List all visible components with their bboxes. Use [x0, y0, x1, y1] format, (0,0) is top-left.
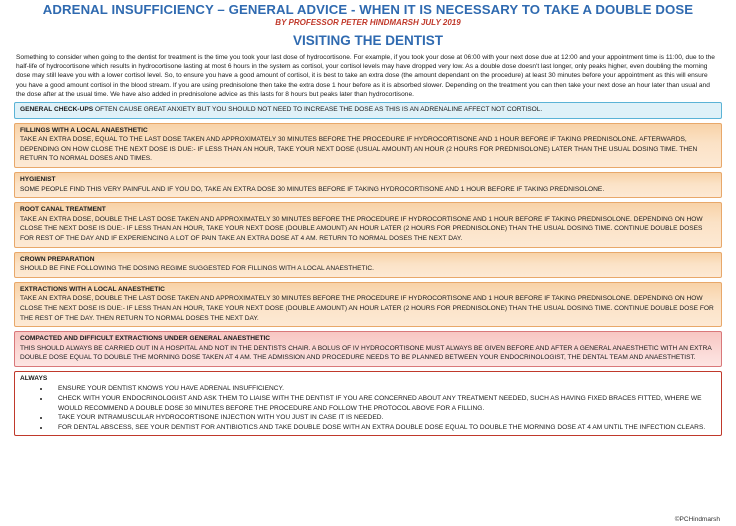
always-list: [20, 384, 716, 432]
intro-paragraph: Something to consider when going to the dentist for treatment is the time you took your last dose of hydrocortisone. For example, if you took your dose at 06:00 with your next dose due at 12:00 and your appointment time is 11:00, due to the half-life of hydrocortisone which results in hydrocortisone lasting at most 6 hours in the system as cortisol, your cortisol levels may have dropped very low. As a double dose doesn't last longer, only peaks higher, even doubling the morning dose may still leave you with a lower cortisol level. So, to ensure you have a good amount of cortisol, it is best to take an extra dose (the amount dependant on the procedure) at least 30 minutes before your appointment as this will ensure you have a good amount cortisol in the blood stream. If you are using prednisolone then take the extra dose 1 hour before as it is absorbed slower. Depending on the treatment you can then take your next dose an hour later than usual and the dose after at the usual time. We have also added in prednisolone advice as this lasts for 8 hours but peaks later than hydrocortisone.: [16, 54, 715, 98]
section-title: VISITING THE DENTIST: [292, 33, 443, 48]
always-heading: ALWAYS: [20, 374, 48, 382]
list-item: • ENSURE YOUR DENTIST KNOWS YOU HAVE ADRENAL INSUFFICIENCY.: [50, 384, 716, 394]
hygienist-box: [14, 172, 722, 198]
list-item: • FOR DENTAL ABSCESS, SEE YOUR DENTIST FOR ANTIBIOTICS AND TAKE DOUBLE DOSE WITH AN EXTRA DOUBLE DOSE EQUAL TO DOUBLE THE MORNING DOSE AT 4 AM UNTIL THE INFECTION CLEARS.: [50, 423, 716, 433]
compacted-text: THIS SHOULD ALWAYS BE CARRIED OUT IN A HOSPITAL AND NOT IN THE DENTISTS CHAIR. A BOLUS OF IV HYDROCORTISONE MUST ALWAYS BE GIVEN BEFORE AND AFTER A GENERAL ANAESTHETIC WITH AN EXTRA DOUBLE DOSE EQUAL TO DOUBLE THE MORNING DOSE TAKEN AT 4 AM. THE ADMISSION AND PROCEDURE NEEDS TO BE PLANNED BETWEEN YOUR ENDOCRINOLOGIST, THE DENTAL TEAM AND ANAESTHETIST.: [20, 344, 712, 362]
root-canal-text: TAKE AN EXTRA DOSE, DOUBLE THE LAST DOSE TAKEN AND APPROXIMATELY 30 MINUTES BEFORE THE PROCEDURE IF HYDROCORTISONE AND 1 HOUR BEFORE IF TAKING PREDNISOLONE. DEPENDING ON HOW CLOSE THE NEXT DOSE IS DUE:- IF LESS THAN AN HOUR, TAKE YOUR NEXT DOSE (DOUBLE AMOUNT) AN HOUR LATER (2 HOURS FOR PREDNISOLONE) THAN THE USUAL DOSING TIME. CONTINUE DOUBLE DOSES FOR REST OF THE DAY AND IF EXPERIENCING A LOT OF PAIN TAKE AN EXTRA DOSE AT 4 AM. RETURN TO NORMAL DOSES THE NEXT DAY.: [20, 215, 703, 242]
crown-text: SHOULD BE FINE FOLLOWING THE DOSING REGIME SUGGESTED FOR FILLINGS WITH A LOCAL ANAESTHETIC.: [20, 265, 374, 273]
general-checkups-box: [14, 102, 722, 119]
root-canal-heading: ROOT CANAL TREATMENT: [20, 206, 106, 214]
fillings-heading: FILLINGS WITH A LOCAL ANAESTHETIC: [20, 126, 148, 134]
always-box: [14, 371, 722, 437]
document-title: ADRENAL INSUFFICIENCY – GENERAL ADVICE - WHEN IT IS NECESSARY TO TAKE A DOUBLE DOSE: [42, 2, 694, 17]
copyright-credit: ©PCHindmarsh: [674, 516, 720, 523]
extractions-box: [14, 282, 722, 327]
hygienist-text: SOME PEOPLE FIND THIS VERY PAINFUL AND IF YOU DO, TAKE AN EXTRA DOSE 30 MINUTES BEFORE IF TAKING HYDROCORTISONE AND 1 HOUR BEFORE IF TAKING PREDNISOLONE.: [20, 185, 605, 193]
hygienist-heading: HYGIENIST: [20, 175, 56, 183]
crown-heading: CROWN PREPARATION: [20, 255, 95, 263]
compacted-heading: COMPACTED AND DIFFICULT EXTRACTIONS UNDER GENERAL ANAESTHETIC: [20, 335, 271, 343]
fillings-box: [14, 123, 722, 168]
author-byline: BY PROFESSOR PETER HINDMARSH JULY 2019: [275, 18, 461, 27]
extractions-text: TAKE AN EXTRA DOSE, DOUBLE THE LAST DOSE TAKEN AND APPROXIMATELY 30 MINUTES BEFORE THE PROCEDURE IF HYDROCORTISONE AND 1 HOUR BEFORE IF TAKING PREDNISOLONE. DEPENDING ON HOW CLOSE THE NEXT DOSE IS DUE:- IF LESS THAN AN HOUR, TAKE YOUR NEXT DOSE (DOUBLE AMOUNT) AN HOUR LATER (2 HOURS FOR PREDNISOLONE) THAN THE USUAL DOSING TIME. CONTINUE DOUBLE DOSE FOR THE REST OF THE DAY. THEN RETURN TO NORMAL DOSES THE NEXT DAY.: [20, 295, 714, 322]
list-item: • CHECK WITH YOUR ENDOCRINOLOGIST AND ASK THEM TO LIAISE WITH THE DENTIST IF YOU ARE CONCERNED ABOUT ANY TREATMENT NEEDED, SUCH AS HAVING FIXED BRACES FITTED, WHERE WE WOULD RECOMMEND A DOUBLE DOSE 30 MINUTES BEFORE THE PROCEDURE AND FOLLOW THE PROTOCOL ABOVE FOR A FILLING.: [50, 394, 716, 413]
general-checkups-heading: GENERAL CHECK-UPS: [20, 106, 94, 114]
crown-box: [14, 252, 722, 278]
list-item: • TAKE YOUR INTRAMUSCULAR HYDROCORTISONE INJECTION WITH YOU JUST IN CASE IT IS NEEDED.: [50, 413, 716, 423]
fillings-text: TAKE AN EXTRA DOSE, EQUAL TO THE LAST DOSE TAKEN AND APPROXIMATELY 30 MINUTES BEFORE THE PROCEDURE IF HYDROCORTISONE AND 1 HOUR BEFORE IF TAKING PREDNISOLONE. AFTERWARDS, DEPENDING ON HOW CLOSE THE NEXT DOSE IS DUE:- IF LESS THAN AN HOUR, TAKE YOUR NEXT DOSE (USUAL AMOUNT) AN HOUR (2 HOURS FOR PREDNISOLONE) LATER THAN THE USUAL DOSING TIME. THEN RETURN TO NORMAL DOSES AND TIMES.: [20, 136, 698, 163]
extractions-heading: EXTRACTIONS WITH A LOCAL ANAESTHETIC: [20, 285, 165, 293]
root-canal-box: [14, 202, 722, 247]
compacted-box: [14, 331, 722, 367]
general-checkups-text: OFTEN CAUSE GREAT ANXIETY BUT YOU SHOULD NOT NEED TO INCREASE THE DOSE AS THIS IS AN ADRENALINE AFFECT NOT CORTISOL.: [93, 106, 543, 114]
